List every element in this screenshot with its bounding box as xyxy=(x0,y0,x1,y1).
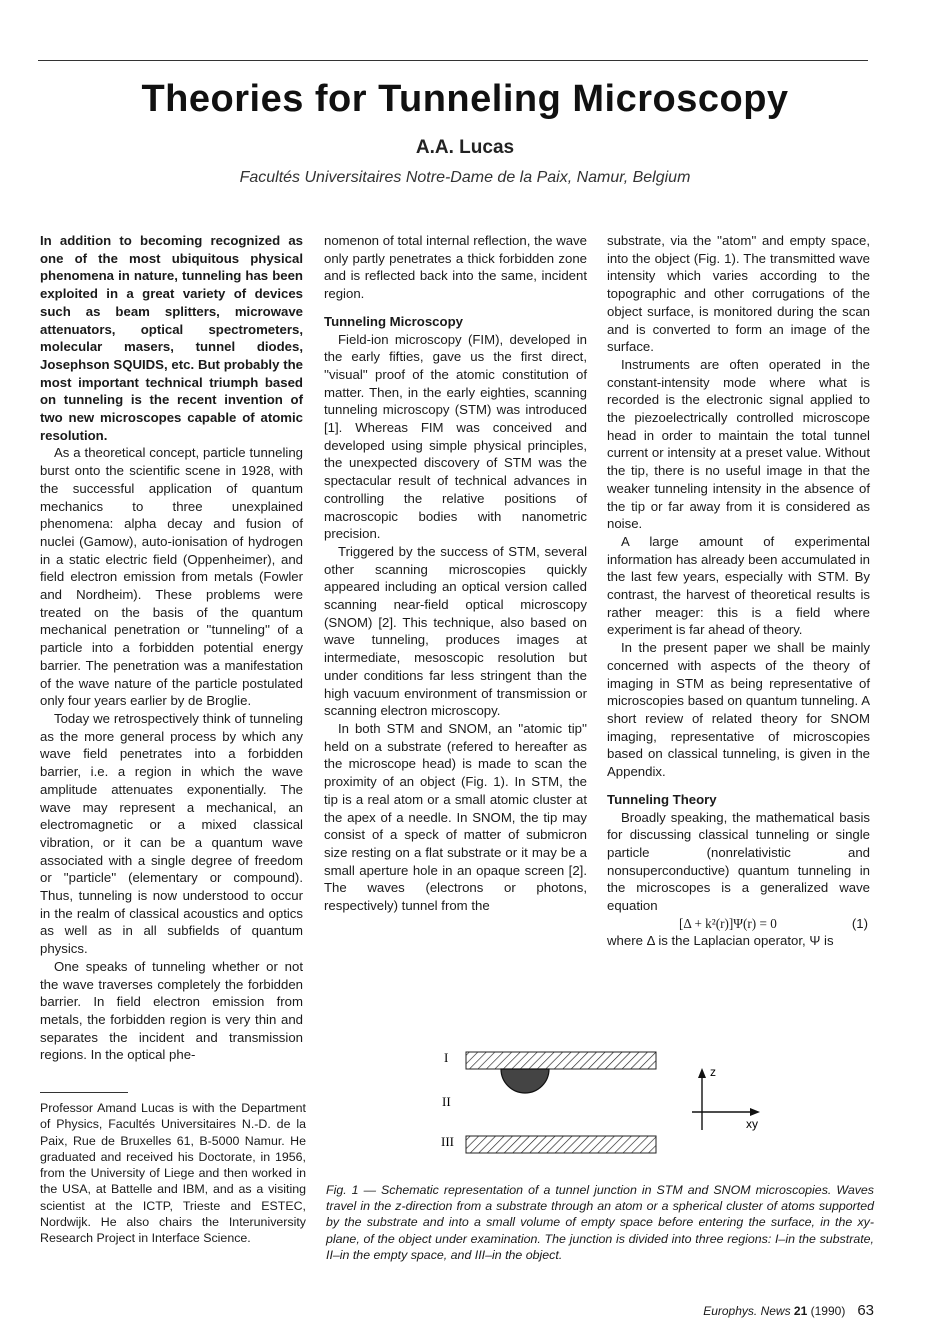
equation-body: [Δ + k²(r)]Ψ(r) = 0 xyxy=(679,915,777,931)
article-title: Theories for Tunneling Microscopy xyxy=(141,78,789,120)
section-heading: Tunneling Microscopy xyxy=(324,313,463,329)
axis-label-z: z xyxy=(710,1065,716,1079)
footnote-rule xyxy=(40,1092,128,1093)
object-region xyxy=(466,1136,656,1153)
region-label-I: I xyxy=(444,1050,449,1065)
section-heading: Tunneling Theory xyxy=(607,791,717,807)
equation-1 xyxy=(607,915,870,933)
paragraph: Instruments are often operated in the constant-intensity mode where what is recorded is the electronic signal applied to the piezoelectrically controlled microscope head in order to maintain the total tunnel current or intensity at a preset value. Without the tip, there is no useful image in that the weaker tunneling intensity in the absence of the tip or far away from it is considered as noise. xyxy=(607,356,870,532)
tunnel-junction-diagram xyxy=(430,1040,790,1170)
journal-citation xyxy=(703,1304,845,1318)
journal-volume: 21 xyxy=(793,1304,808,1318)
page-footer xyxy=(703,1302,874,1319)
paragraph: substrate, via the ''atom'' and empty space, into the object (Fig. 1). The transmitted wave intensity which varies according to the topographic and other corrugations of the object surface, is monitored during the scan and is converted to form an image of the surface. xyxy=(607,233,870,355)
author-name: A.A. Lucas xyxy=(415,137,515,158)
region-label-III: III xyxy=(441,1134,454,1149)
paragraph: Today we retrospectively think of tunneling as the more general process by which any wave field penetrates into a forbidden barrier, i.e. a region in which the wave amplitude attenuates exponentially. The wave may represent a mechanical, an electromagnetic or a mixed classical vibration, or it can be a quantum wave associated with a single degree of freedom or ''particle'' (elementary or compound). Thus, tunneling is now understood to occur in the realm of classical acoustics and optics as well as in all subfields of quantum physics. xyxy=(40,710,303,957)
page-number: 63 xyxy=(857,1302,874,1319)
paragraph: where Δ is the Laplacian operator, Ψ is xyxy=(607,933,834,949)
figure-1 xyxy=(430,1040,790,1170)
author-affiliation: Facultés Universitaires Notre-Dame de la Paix, Namur, Belgium xyxy=(239,169,691,186)
top-rule xyxy=(38,60,868,61)
author-footnote: Professor Amand Lucas is with the Department of Physics, Facultés Universitaires N.-D. de la Paix, Rue de Bruxelles 61, B-5000 Namur. He graduated and received his Doctorate, in 1956, from the University of Liege and then worked in the USA, at Battelle and IBM, and as a visiting scientist at the ICTP, Trieste and ESTEC, Nordwijk. He also chairs the Interuniversity Research Project in Interface Science. xyxy=(40,1101,306,1246)
axis-label-xy: xy xyxy=(746,1117,758,1131)
region-label-II: II xyxy=(442,1094,451,1109)
paragraph: nomenon of total internal reflection, the wave only partly penetrates a thick forbidden zone and is reflected back into the same, incident region. xyxy=(324,233,587,302)
paragraph: Field-ion microscopy (FIM), developed in the early fifties, gave us the first direct, ''visual'' proof of the atomic constitution of matter. Then, in the early eighties, scanning tunneling microscopy (STM) was introduced [1]. Whereas FIM was conceived and developed using simple physical principles, the unexpected discovery of STM was the spectacular result of technical advances in controlling the relative positions of macroscopic bodies with nanometric precision. xyxy=(324,331,587,542)
paragraph: In both STM and SNOM, an ''atomic tip'' held on a substrate (refered to hereafter as the microscope head) is made to scan the proximity of an object (Fig. 1). In STM, the tip is a real atom or a small atomic cluster at the apex of a needle. In SNOM, the tip may consist of a speck of matter of submicron size resting on a flat substrate or it may be a small aperture hole in an opaque screen [2]. The waves (electrons or photons, respectively) tunnel from the xyxy=(324,720,587,914)
equation-number: (1) xyxy=(851,915,868,931)
z-arrow-icon xyxy=(698,1068,706,1078)
paragraph: A large amount of experimental information has already been accumulated in the last few years, especially with STM. By contrast, the harvest of theoretical results is rather meager: this is a field where experiment is far ahead of theory. xyxy=(607,533,870,638)
paragraph: Broadly speaking, the mathematical basis for discussing classical tunneling or single particle (nonrelativistic and nonsuperconductive) quantum tunneling in the microscopes is a generalized wave equation xyxy=(607,809,870,914)
abstract: In addition to becoming recognized as one of the most ubiquitous physical phenomena in nature, tunneling has been exploited in a great variety of devices such as beam splitters, microwave attenuators, optical spectrometers, molecular masers, tunnel diodes, Josephson SQUIDS, etc. But probably the most important technical triumph based on tunneling is the recent invention of two new microscopes capable of atomic resolution. xyxy=(40,233,303,443)
journal-name: Europhys. News xyxy=(703,1304,791,1318)
xy-arrow-icon xyxy=(750,1108,760,1116)
column-3 xyxy=(607,232,870,950)
paragraph: Triggered by the success of STM, several other scanning microscopies quickly appeared including an optical version called scanning near-field optical microscopy (SNOM) [2]. This technique, also based on wave tunneling, produces images at intermediate, mesoscopic resolution but under conditions far less stringent than the high vacuum environment of transmission or scanning electron microscopy. xyxy=(324,543,587,719)
figure-caption: Fig. 1 — Schematic representation of a tunnel junction in STM and SNOM microscopies. Waves travel in the z-direction from a substrate through an atom or a spherical cluster of atoms supported by the substrate and into a small volume of empty space before entering the surface, in the xy-plane, of the object under examination. The junction is divided into three regions: I–in the substrate, II–in the empty space, and III–in the object. xyxy=(326,1183,874,1262)
paragraph: In the present paper we shall be mainly concerned with aspects of the theory of imaging in STM as being representative of microscopies based on quantum tunneling. A short review of related theory for SNOM imaging, representative of microscopies based on classical tunneling, is given in the Appendix. xyxy=(607,640,870,780)
column-2 xyxy=(324,232,587,915)
substrate-region xyxy=(466,1052,656,1069)
atom-tip xyxy=(501,1069,549,1093)
paragraph: One speaks of tunneling whether or not the wave traverses completely the forbidden barrier. In field electron emission from metals, the forbidden region is very thin and separates the incident and transmission regions. In the optical phe- xyxy=(40,958,303,1063)
paragraph: As a theoretical concept, particle tunneling burst onto the scientific scene in 1928, with the successful application of quantum mechanics to three unexplained phenomena: alpha decay and fusion of nuclei (Gamow), auto-ionisation of hydrogen in a static electric field (Oppenheimer), and field electron emission from metals (Fowler and Nordheim). These problems were treated on the basis of the quantum mechanical penetration or ''tunneling'' of a particle into a forbidden potential energy barrier. The penetration was a manifestation of the wave nature of the particle postulated only four years earlier by de Broglie. xyxy=(40,445,303,709)
journal-year: (1990) xyxy=(810,1304,846,1318)
column-1 xyxy=(40,232,303,1064)
